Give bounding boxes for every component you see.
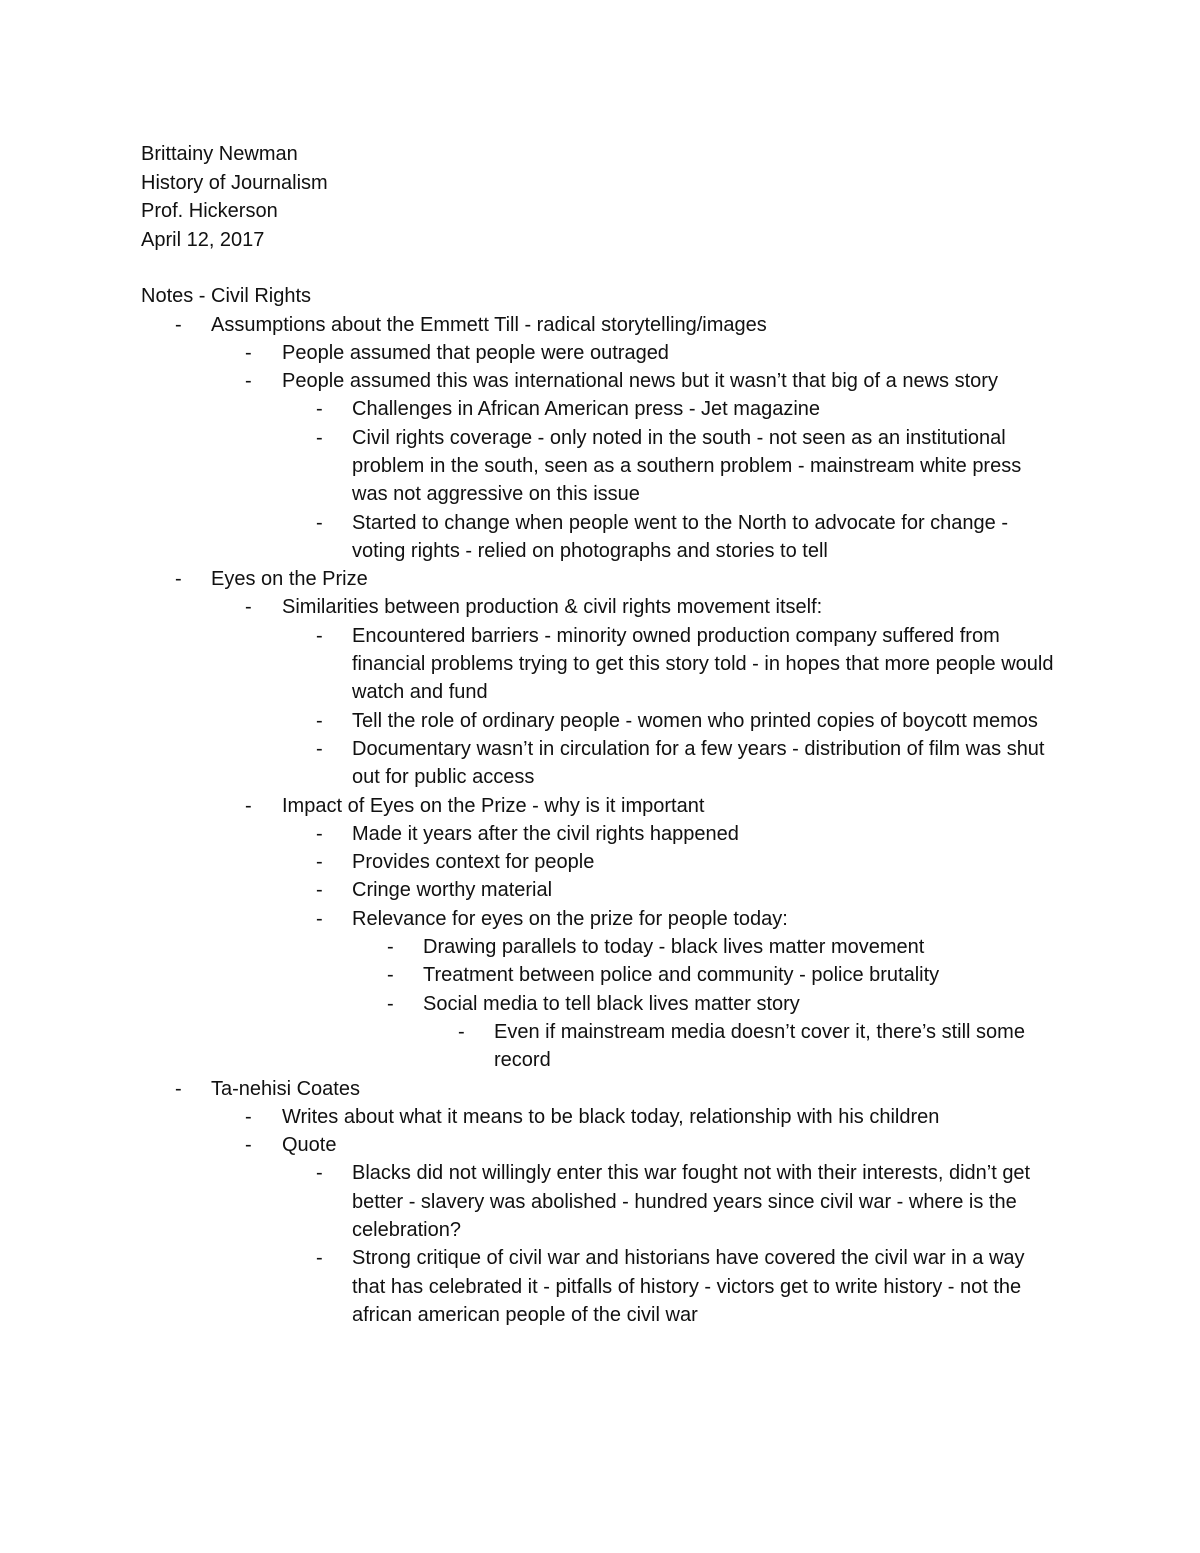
outline-item-level-4 bbox=[0, 990, 1200, 1018]
outline-item-level-3 bbox=[0, 1244, 1200, 1329]
bullet-dash: - bbox=[316, 511, 323, 534]
bullet-dash: - bbox=[175, 1077, 182, 1100]
outline-item-text: Drawing parallels to today - black lives matter movement bbox=[423, 936, 925, 959]
outline-item-text: Tell the role of ordinary people - women who printed copies of boycott memos bbox=[352, 709, 1038, 732]
outline-item-text: Cringe worthy material bbox=[352, 879, 553, 902]
outline-item-level-3 bbox=[0, 424, 1200, 509]
outline-item-level-4 bbox=[0, 933, 1200, 961]
outline-item-text: Strong critique of civil war and historians have covered the civil war in a way that has celebrated it - pitfalls of history - victors get to write history - not the african american people of the civil war bbox=[352, 1247, 1025, 1326]
outline-item-text: Even if mainstream media doesn’t cover it, there’s still some record bbox=[494, 1020, 1025, 1072]
course-name: History of Journalism bbox=[141, 171, 328, 194]
bullet-dash: - bbox=[316, 1247, 323, 1270]
outline-item-level-1 bbox=[0, 1075, 1200, 1103]
document-date: April 12, 2017 bbox=[141, 228, 265, 251]
outline-item-text: Social media to tell black lives matter story bbox=[423, 992, 800, 1015]
outline-item-text: Impact of Eyes on the Prize - why is it important bbox=[282, 794, 705, 817]
outline-item-text: Provides context for people bbox=[352, 851, 595, 874]
bullet-dash: - bbox=[458, 1020, 465, 1043]
notes-outline bbox=[0, 311, 1200, 1330]
author-name: Brittainy Newman bbox=[141, 143, 298, 165]
bullet-dash: - bbox=[175, 568, 182, 591]
outline-item-text: Relevance for eyes on the prize for people today: bbox=[352, 907, 788, 930]
outline-item-text: Started to change when people went to the North to advocate for change - voting rights - relied on photographs and stories to tell bbox=[352, 511, 1008, 562]
bullet-dash: - bbox=[175, 313, 182, 336]
bullet-dash: - bbox=[387, 992, 394, 1015]
bullet-dash: - bbox=[245, 596, 252, 619]
outline-item-level-1 bbox=[0, 311, 1200, 339]
outline-item-level-3 bbox=[0, 876, 1200, 904]
outline-item-level-2 bbox=[0, 792, 1200, 820]
bullet-dash: - bbox=[245, 1134, 252, 1157]
outline-item-level-3 bbox=[0, 820, 1200, 848]
outline-item-level-3 bbox=[0, 622, 1200, 707]
outline-item-level-2 bbox=[0, 1131, 1200, 1159]
outline-item-level-2 bbox=[0, 1103, 1200, 1131]
outline-item-text: Treatment between police and community - police brutality bbox=[423, 964, 940, 987]
outline-item-level-3 bbox=[0, 707, 1200, 735]
bullet-dash: - bbox=[316, 1162, 323, 1185]
bullet-dash: - bbox=[316, 822, 323, 845]
bullet-dash: - bbox=[245, 370, 252, 393]
bullet-dash: - bbox=[245, 1105, 252, 1128]
outline-item-text: Documentary wasn’t in circulation for a few years - distribution of film was shut out for public access bbox=[352, 737, 1045, 789]
document-header bbox=[141, 140, 328, 254]
notes-title: Notes - Civil Rights bbox=[141, 285, 312, 307]
outline-item-level-3 bbox=[0, 848, 1200, 876]
bullet-dash: - bbox=[316, 879, 323, 902]
outline-item-level-3 bbox=[0, 905, 1200, 933]
outline-item-level-5 bbox=[0, 1018, 1200, 1075]
bullet-dash: - bbox=[316, 907, 323, 930]
outline-item-level-4 bbox=[0, 961, 1200, 989]
outline-item-text: Ta-nehisi Coates bbox=[211, 1077, 360, 1100]
outline-item-level-3 bbox=[0, 1159, 1200, 1244]
bullet-dash: - bbox=[245, 794, 252, 817]
outline-item-text: Similarities between production & civil rights movement itself: bbox=[282, 596, 823, 619]
outline-item-level-2 bbox=[0, 367, 1200, 395]
outline-item-level-3 bbox=[0, 509, 1200, 566]
bullet-dash: - bbox=[245, 341, 252, 364]
bullet-dash: - bbox=[316, 737, 323, 760]
bullet-dash: - bbox=[316, 709, 323, 732]
outline-item-level-2 bbox=[0, 339, 1200, 367]
outline-item-text: Made it years after the civil rights happened bbox=[352, 822, 739, 845]
outline-item-text: People assumed that people were outraged bbox=[282, 341, 669, 364]
outline-item-level-3 bbox=[0, 395, 1200, 423]
bullet-dash: - bbox=[316, 624, 323, 647]
outline-item-text: Challenges in African American press - Jet magazine bbox=[352, 398, 821, 421]
bullet-dash: - bbox=[316, 426, 323, 449]
outline-item-text: Civil rights coverage - only noted in the south - not seen as an institutional problem in the south, seen as a southern problem - mainstream white press was not aggressive on this issue bbox=[352, 426, 1022, 506]
outline-item-level-2 bbox=[0, 593, 1200, 621]
outline-item-text: People assumed this was international news but it wasn’t that big of a news story bbox=[282, 370, 998, 393]
bullet-dash: - bbox=[387, 964, 394, 987]
outline-item-text: Blacks did not willingly enter this war fought not with their interests, didn’t get better - slavery was abolished - hundred years since civil war - where is the celebration? bbox=[352, 1162, 1031, 1241]
outline-item-text: Quote bbox=[282, 1134, 337, 1157]
professor-name: Prof. Hickerson bbox=[141, 200, 278, 222]
bullet-dash: - bbox=[316, 851, 323, 874]
outline-item-text: Assumptions about the Emmett Till - radical storytelling/images bbox=[211, 313, 767, 336]
bullet-dash: - bbox=[316, 398, 323, 421]
outline-item-text: Writes about what it means to be black today, relationship with his children bbox=[282, 1105, 940, 1128]
outline-item-level-1 bbox=[0, 565, 1200, 593]
outline-item-text: Eyes on the Prize bbox=[211, 568, 368, 591]
bullet-dash: - bbox=[387, 936, 394, 959]
outline-item-level-3 bbox=[0, 735, 1200, 792]
outline-item-text: Encountered barriers - minority owned production company suffered from financial problems trying to get this story told - in hopes that more people would watch and fund bbox=[352, 624, 1054, 704]
